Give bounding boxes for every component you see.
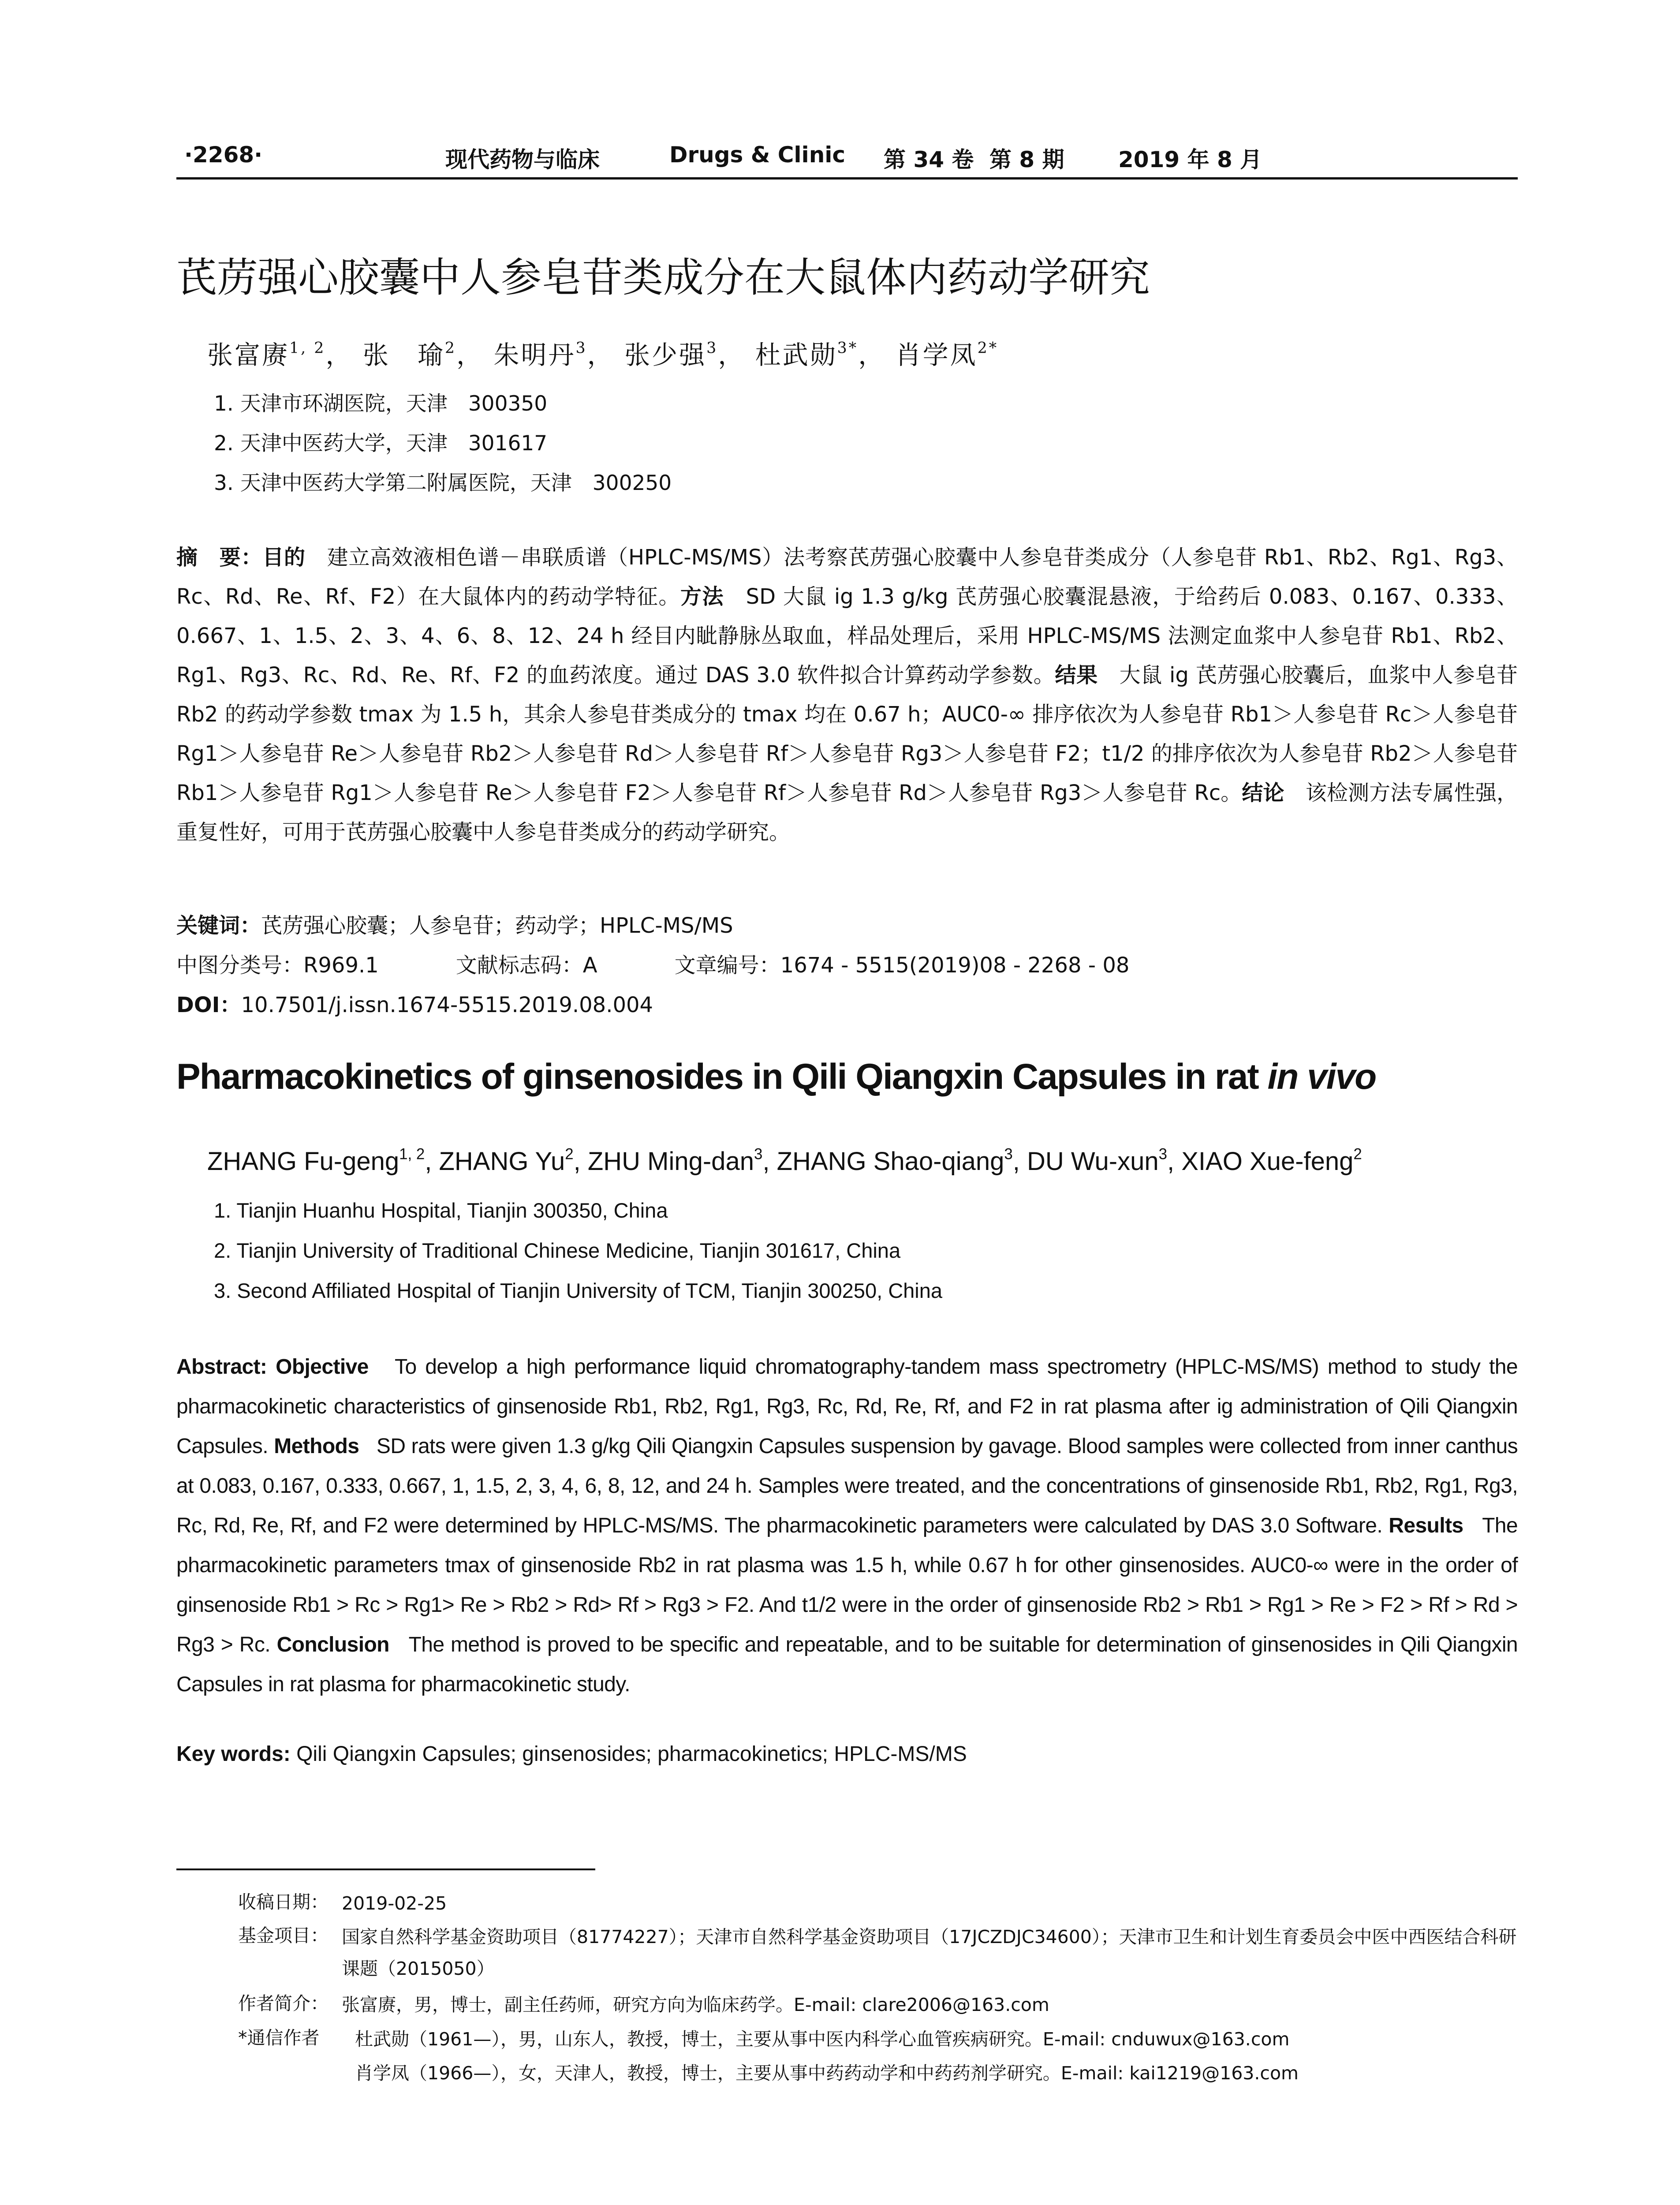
abstract-label-cn: 摘 要：: [176, 545, 263, 570]
objective-label-en: Objective: [276, 1355, 369, 1379]
methods-label-cn: 方法: [680, 584, 724, 609]
conclusion-label-en: Conclusion: [276, 1633, 389, 1656]
affiliation-cn-3: 3. 天津中医药大学第二附属医院，天津 300250: [214, 471, 672, 495]
abstract-cn: [176, 538, 1518, 852]
header-rule: [176, 177, 1518, 179]
title-en-italic: in vivo: [1267, 1057, 1376, 1097]
methods-text-en: SD rats were given 1.3 g/kg Qili Qiangxin Capsules suspension by gavage. Blood samples were collected from inner canthus at 0.083, 0.167, 0.333, 0.667, 1, 1.5, 2, 3, 4, 6, 8, 12, and 24 h. Samples were treated, and the concentrations of ginsenoside Rb1, Rb2, Rg1, Rg3, Rc, Rd, Re, Rf, and F2 were determined by HPLC-MS/MS. The pharmacokinetic parameters were calculated by DAS 3.0 Software.: [176, 1435, 1518, 1537]
author-name: XIAO Xue-feng: [1181, 1147, 1354, 1176]
author-affiliation-mark: 2*: [977, 339, 999, 357]
affiliation-cn-1: 1. 天津市环湖医院，天津 300350: [214, 392, 548, 416]
title-en: [176, 1056, 1376, 1098]
author-name: 张富赓: [207, 340, 290, 370]
author-affiliation-mark: 3: [706, 339, 718, 357]
results-text-en: The pharmacokinetic parameters tmax of ginsenoside Rb2 in rat plasma was 1.5 h, while 0.67 h for other ginsenosides. AUC0-∞ were in the order of ginsenoside Rb1 > Rc > Rg1> Re > Rb2 > Rd> Rf > Rg3 > F2. And t1/2 were in the order of ginsenoside Rb2 > Rb1 > Rg1 > Re > F2 > Rf > Rd > Rg3 > Rc.: [176, 1514, 1518, 1656]
conclusion-text-en: The method is proved to be specific and repeatable, and to be suitable for determination of ginsenosides in Qili Qiangxin Capsules in rat plasma for pharmacokinetic study.: [176, 1633, 1518, 1696]
affiliation-en-1: 1. Tianjin Huanhu Hospital, Tianjin 300350, China: [214, 1199, 668, 1222]
received-label: 收稿日期：: [238, 1891, 329, 1913]
corresponding-author-2: 肖学凤（1966—），女，天津人，教授，博士，主要从事中药药动学和中药药剂学研究。E-mail: kai1219@163.com: [355, 2063, 1299, 2084]
affiliation-en-3: 3. Second Affiliated Hospital of Tianjin University of TCM, Tianjin 300250, China: [214, 1279, 942, 1302]
author-name: DU Wu-xun: [1027, 1147, 1159, 1176]
author-affiliation-mark: 1, 2: [399, 1145, 425, 1163]
doi-link[interactable]: 10.7501/j.issn.1674-5515.2019.08.004: [241, 993, 653, 1017]
corresponding-label: *通信作者: [238, 2027, 320, 2048]
author-name: 朱明丹: [493, 340, 576, 370]
doi-line: [176, 988, 653, 1018]
classification-line: [176, 948, 1129, 979]
methods-label-en: Methods: [274, 1435, 359, 1458]
article-no-value: 1674 - 5515(2019)08 - 2268 - 08: [780, 953, 1130, 978]
journal-name-en: Drugs & Clinic: [669, 142, 846, 168]
conclusion-text-cn: 该检测方法专属性强，重复性好，可用于芪苈强心胶囊中人参皂苷类成分的药动学研究。: [176, 781, 1518, 845]
author-name: ZHANG Shao-qiang: [777, 1147, 1004, 1176]
author-affiliation-mark: 3: [575, 339, 587, 357]
keywords-label-en: Key words:: [176, 1742, 291, 1766]
conclusion-label-cn: 结论: [1242, 781, 1284, 805]
corresponding-author-1: 杜武勋（1961—），男，山东人，教授，博士，主要从事中医内科学心血管疾病研究。E-mail: cnduwux@163.com: [355, 2029, 1290, 2050]
keywords-label-cn: 关键词：: [176, 913, 261, 938]
volume: 第 34 卷: [884, 147, 974, 172]
doi-label: DOI：: [176, 993, 241, 1017]
affiliation-en-2: 2. Tianjin University of Traditional Chinese Medicine, Tianjin 301617, China: [214, 1239, 901, 1262]
keywords-text-cn: 芪苈强心胶囊；人参皂苷；药动学；HPLC-MS/MS: [261, 913, 733, 938]
authors-cn: 张富赓$^{1, 2}$， 张 瑜$^2$， 朱明丹$^3$， 张少强$^3$， 杜武勋$^{3*}$， 肖学凤$^{2*}$: [207, 339, 999, 370]
author-affiliation-mark: 3: [1158, 1145, 1167, 1163]
results-text-cn: 大鼠 ig 芪苈强心胶囊后，血浆中人参皂苷 Rb2 的药动学参数 tmax 为 1.5 h，其余人参皂苷类成分的 tmax 均在 0.67 h；AUC0-∞ 排序依次为人参皂苷 Rb1＞人参皂苷 Rc＞人参皂苷 Rg1＞人参皂苷 Re＞人参皂苷 Rb2＞人参皂苷 Rd＞人参皂苷 Rf＞人参皂苷 Rg3＞人参皂苷 F2；t1/2 的排序依次为人参皂苷 Rb2＞人参皂苷 Rb1＞人参皂苷 Rg1＞人参皂苷 Re＞人参皂苷 F2＞人参皂苷 Rf＞人参皂苷 Rd＞人参皂苷 Rg3＞人参皂苷 Rc。: [176, 663, 1518, 805]
keywords-en: [176, 1742, 967, 1766]
author-name: ZHU Ming-dan: [587, 1147, 754, 1176]
author-affiliation-mark: 3: [1004, 1145, 1013, 1163]
footnote-rule: [176, 1869, 595, 1870]
author-affiliation-mark: 3: [754, 1145, 763, 1163]
clc-label: 中图分类号：: [176, 953, 304, 978]
issue-date: 2019 年 8 月: [1118, 147, 1262, 172]
issue: 第 8 期: [989, 147, 1064, 172]
authors-en: ZHANG Fu-geng$^{1, 2}$, ZHANG Yu$^2$, ZHU Ming-dan$^3$, ZHANG Shao-qiang$^3$, DU Wu-xun$^3$, XIAO Xue-feng$^2$: [207, 1145, 1362, 1176]
received-date: 2019-02-25: [342, 1893, 447, 1914]
abstract-label-en: Abstract:: [176, 1355, 267, 1379]
objective-label-cn: 目的: [262, 545, 306, 570]
funding-text: 国家自然科学基金资助项目（81774227）；天津市自然科学基金资助项目（17JCZDJC34600）；天津市卫生和计划生育委员会中医中西医结合科研课题（2015050）: [342, 1926, 1517, 1979]
author-affiliation-mark: 2: [444, 339, 457, 357]
results-label-cn: 结果: [1055, 663, 1098, 688]
author-name: 杜武勋: [755, 340, 837, 370]
author-name: ZHANG Fu-geng: [207, 1147, 399, 1176]
title-en-main: Pharmacokinetics of ginsenosides in Qili Qiangxin Capsules in rat: [176, 1057, 1258, 1097]
methods-text-cn: SD 大鼠 ig 1.3 g/kg 芪苈强心胶囊混悬液，于给药后 0.083、0.167、0.333、0.667、1、1.5、2、3、4、6、8、12、24 h 经目内眦静脉丛取血，样品处理后，采用 HPLC-MS/MS 法测定血浆中人参皂苷 Rb1、Rb2、Rg1、Rg3、Rc、Rd、Re、Rf、F2 的血药浓度。通过 DAS 3.0 软件拟合计算药动学参数。: [176, 584, 1518, 688]
author-name: 肖学凤: [895, 340, 978, 370]
objective-text-cn: 建立高效液相色谱－串联质谱（HPLC-MS/MS）法考察芪苈强心胶囊中人参皂苷类成分（人参皂苷 Rb1、Rb2、Rg1、Rg3、Rc、Rd、Re、Rf、F2）在大鼠体内的药动学特征。: [176, 545, 1518, 609]
doc-code-value: A: [582, 953, 597, 978]
page-number: ·2268·: [184, 142, 263, 168]
author-bio-label: 作者简介：: [238, 1993, 329, 2014]
author-affiliation-mark: 1, 2: [289, 339, 326, 357]
author-bio-text: 张富赓，男，博士，副主任药师，研究方向为临床药学。E-mail: clare2006@163.com: [342, 1994, 1049, 2015]
journal-name-cn: 现代药物与临床: [445, 147, 600, 172]
keywords-text-en: Qili Qiangxin Capsules; ginsenosides; pharmacokinetics; HPLC-MS/MS: [296, 1742, 967, 1766]
doc-code-label: 文献标志码：: [455, 953, 583, 978]
affiliation-cn-2: 2. 天津中医药大学，天津 301617: [214, 431, 548, 456]
results-label-en: Results: [1389, 1514, 1463, 1537]
article-no-label: 文章编号：: [674, 953, 780, 978]
funding-label: 基金项目：: [238, 1925, 329, 1946]
abstract-en: [176, 1347, 1518, 1704]
title-cn: 芪苈强心胶囊中人参皂苷类成分在大鼠体内药动学研究: [176, 254, 1150, 301]
author-affiliation-mark: 2: [565, 1145, 574, 1163]
clc-value: R969.1: [303, 953, 379, 978]
author-name: ZHANG Yu: [439, 1147, 565, 1176]
author-affiliation-mark: 3*: [837, 339, 859, 357]
keywords-cn: [176, 908, 733, 939]
author-name: 张少强: [624, 340, 707, 370]
objective-text-en: To develop a high performance liquid chromatography-tandem mass spectrometry (HPLC-MS/MS) method to study the pharmacokinetic characteristics of ginsenoside Rb1, Rb2, Rg1, Rg3, Rc, Rd, Re, Rf, and F2 in rat plasma after ig administration of Qili Qiangxin Capsules.: [176, 1355, 1518, 1458]
author-affiliation-mark: 2: [1353, 1145, 1362, 1163]
author-name: 张 瑜: [362, 340, 445, 370]
